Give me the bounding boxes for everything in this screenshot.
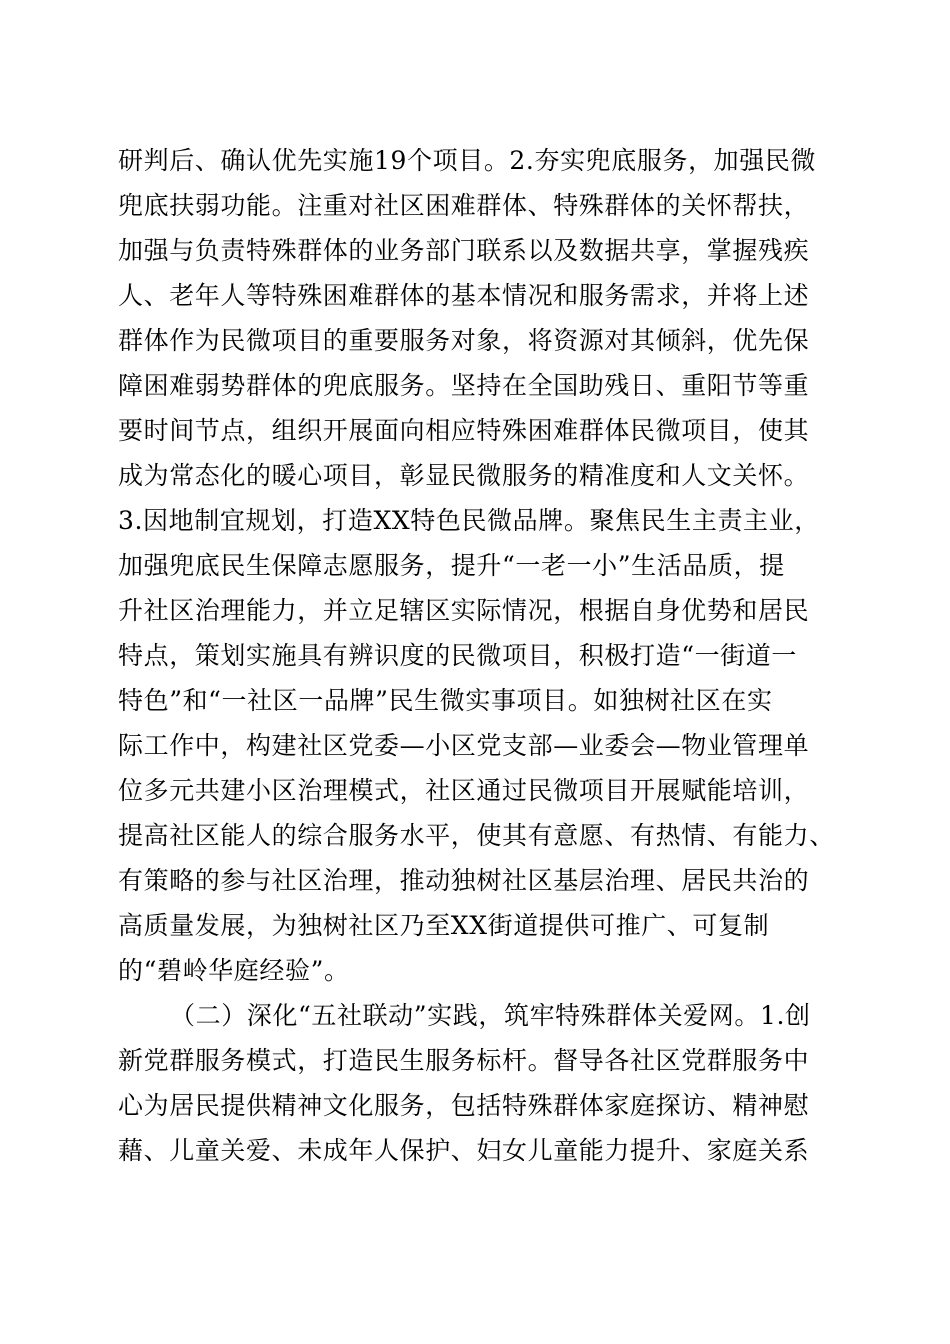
text-line: 人、老年人等特殊困难群体的基本情况和服务需求，并将上述 bbox=[118, 281, 810, 310]
text-line: 障困难弱势群体的兜底服务。坚持在全国助残日、重阳节等重 bbox=[118, 371, 810, 400]
text-line: 升社区治理能力，并立足辖区实际情况，根据自身优势和居民 bbox=[118, 596, 810, 625]
section-heading-line: （二）深化“五社联动”实践，筑牢特殊群体关爱网。1.创 bbox=[170, 1001, 811, 1030]
text-line: 3.因地制宜规划，打造XX特色民微品牌。聚焦民生主责主业， bbox=[118, 506, 820, 535]
text-line: 兜底扶弱功能。注重对社区困难群体、特殊群体的关怀帮扶， bbox=[118, 191, 810, 220]
text-line: 加强兜底民生保障志愿服务，提升“一老一小”生活品质，提 bbox=[118, 551, 785, 580]
text-line: 成为常态化的暖心项目，彰显民微服务的精准度和人文关怀。 bbox=[118, 461, 810, 490]
text-line: 际工作中，构建社区党委—小区党支部—业委会—物业管理单 bbox=[118, 731, 810, 760]
text-line: 的“碧岭华庭经验”。 bbox=[118, 956, 350, 985]
text-line: 位多元共建小区治理模式，社区通过民微项目开展赋能培训， bbox=[118, 776, 810, 805]
text-line: 研判后、确认优先实施19个项目。2.夯实兜底服务，加强民微 bbox=[118, 146, 817, 175]
text-line: 心为居民提供精神文化服务，包括特殊群体家庭探访、精神慰 bbox=[118, 1091, 810, 1120]
text-line: 群体作为民微项目的重要服务对象，将资源对其倾斜，优先保 bbox=[118, 326, 810, 355]
text-line: 高质量发展，为独树社区乃至XX街道提供可推广、可复制 bbox=[118, 911, 770, 940]
text-line: 提高社区能人的综合服务水平，使其有意愿、有热情、有能力、 bbox=[118, 821, 835, 850]
text-line: 要时间节点，组织开展面向相应特殊困难群体民微项目，使其 bbox=[118, 416, 810, 445]
text-line: 有策略的参与社区治理，推动独树社区基层治理、居民共治的 bbox=[118, 866, 810, 895]
text-line: 特点，策划实施具有辨识度的民微项目，积极打造“一街道一 bbox=[118, 641, 797, 670]
text-line: 藉、儿童关爱、未成年人保护、妇女儿童能力提升、家庭关系 bbox=[118, 1136, 810, 1165]
text-line: 加强与负责特殊群体的业务部门联系以及数据共享，掌握残疾 bbox=[118, 236, 810, 265]
text-line: 新党群服务模式，打造民生服务标杆。督导各社区党群服务中 bbox=[118, 1046, 810, 1075]
text-line: 特色”和“一社区一品牌”民生微实事项目。如独树社区在实 bbox=[118, 686, 773, 715]
